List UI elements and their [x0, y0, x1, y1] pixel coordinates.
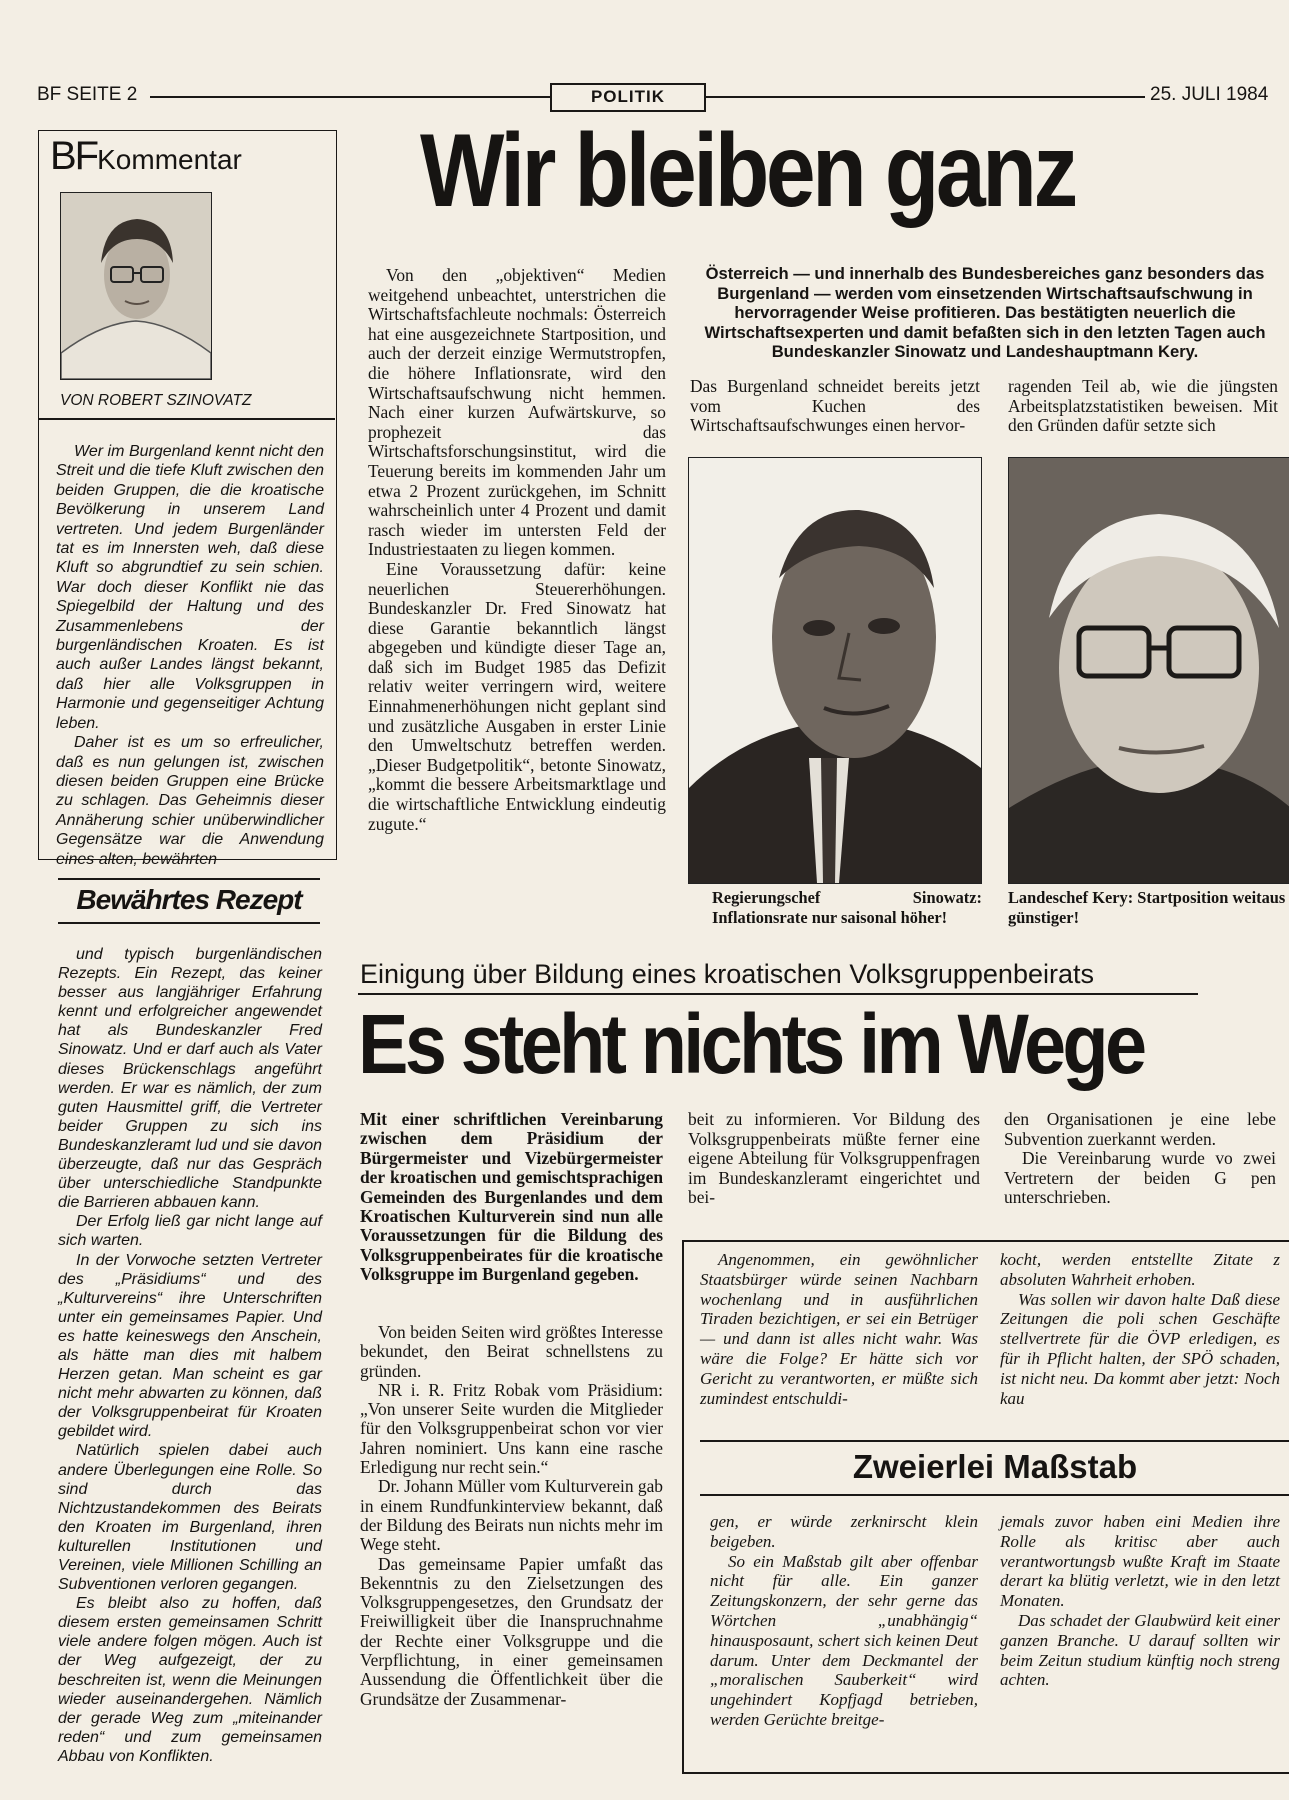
header-rule-right	[705, 96, 1145, 98]
kommentar-text-2	[58, 945, 322, 1766]
kommentar-paragraph: Natürlich spielen dabei auch andere Überlegungen eine Rolle. So sind durch das Nichtzustandekommen des Beirats den Kroaten im Burgenland, ihren kulturellen Institutionen und Vereinen, viele Millionen Schilling an Subventionen verloren gegangen.	[58, 1442, 322, 1594]
box-colB-top	[1000, 1250, 1280, 1408]
section-label: POLITIK	[550, 83, 706, 112]
sinowatz-caption: Regierungschef Sinowatz: Inflationsrate nur saisonal höher!	[712, 888, 982, 927]
box-paragraph: kocht, werden entstellte Zitate z absoluten Wahrheit erhoben.	[1000, 1250, 1280, 1289]
box-colA-top	[700, 1250, 978, 1408]
kommentar-paragraph: Wer im Burgenland kennt nicht den Streit und die tiefe Kluft zwischen den beiden Gruppen, die die kroatische Bevölkerung in unserem Land vertreten. Und jedem Burgenländer tat es im Innersten weh, daß diese Kluft so abgrundtief zu sein schien. War doch dieser Konflikt nie das Spiegelbild der Haltung und des Zusammenlebens der burgenländischen Kroaten. Es ist auch außer Landes längst bekannt, daß hier alle Volksgruppen in Harmonie und gegenseitiger Achtung leben.	[56, 443, 324, 732]
kery-photo	[1008, 457, 1289, 884]
kommentar-paragraph: Es bleibt also zu hoffen, daß diesem ersten gemeinsamen Schritt viele andere folgen mögen. Auch ist der Weg aufgezeigt, der zu beschreiten ist, wenn die Meinungen wieder auseinandergehen. Nämlich der gerade Weg zum „miteinander reden“ und zum gemeinsamen Abbau von Konflikten.	[58, 1595, 322, 1765]
kommentar-author-rule	[38, 418, 335, 420]
story2-col2: beit zu informieren. Vor Bildung des Volksgruppenbeirats müßte ferner eine eigene Abteilung für Volksgruppenfragen im Bundeskanzleramt eingerichtet und bei-	[688, 1109, 980, 1208]
kommentar-author: VON ROBERT SZINOVATZ	[60, 392, 252, 409]
kommentar-logo-word: Kommentar	[97, 144, 242, 175]
author-portrait	[60, 192, 212, 380]
story2-paragraph: Das gemeinsame Papier umfaßt das Bekenntnis zu den Zielsetzungen des Volksgruppengesetzes, den Grundsatz der Freiwilligkeit über die Inanspruchnahme der Rechte einer Volksgruppe und die Verpflichtung, in einer gemeinsamen Aussendung die Öffentlichkeit über die Grundsätze der Zusammenar-	[360, 1553, 663, 1709]
story2-paragraph: den Organisationen je eine lebe Subvention zuerkannt werden.	[1004, 1109, 1276, 1149]
kommentar-paragraph: Der Erfolg ließ gar nicht lange auf sich warten.	[58, 1213, 322, 1250]
box-paragraph: Was sollen wir davon halte Daß diese Zeitungen die poli schen Geschäfte stellvertrete für die ÖVP erledigen, es für ih Pflicht halten, der SPÖ schaden, ist nicht neu. Da kommt aber jetzt: Noch kau	[1000, 1289, 1280, 1408]
box-paragraph: So ein Maßstab gilt aber offenbar nicht für alle. Ein ganzer Zeitungskonzern, der sehr gerne das Wörtchen „unabhängig“ hinausposaunt, schert sich keinen Deut darum. Unter dem Deckmantel der „moralischen Sauberkeit“ wird ungehindert Kopfjagd betrieben, werden Gerüchte breitge-	[710, 1551, 978, 1729]
header-rule-left	[150, 96, 550, 98]
story1-col2: Das Burgenland schneidet bereits jetzt vom Kuchen des Wirtschaftsaufschwunges einen hervor-	[690, 376, 980, 436]
kommentar-logo-bf: BF	[50, 134, 98, 178]
story1-col3: ragenden Teil ab, wie die jüngsten Arbeitsplatzstatistiken beweisen. Mit den Gründen dafür setzte sich	[1008, 376, 1278, 436]
kery-caption: Landeschef Kery: Startposition weitaus günstiger!	[1008, 888, 1286, 927]
story2-kicker: Einigung über Bildung eines kroatischen Volksgruppenbeirats	[360, 959, 1094, 989]
box-colA-bottom	[710, 1512, 978, 1730]
story1-paragraph: Eine Voraussetzung dafür: keine neuerlichen Steuererhöhungen. Bundeskanzler Dr. Fred Sinowatz hat diese Garantie bekanntlich längst abgegeben und kündigte dieser Tage an, daß sich im Budget 1985 das Defizit relativ weiter verringern wird, weitere Einnahmenerhöhungen nicht geplant sind und zusätzliche Ausgaben in erster Linie den Umweltschutz betreffen werden. „Dieser Budgetpolitik“, betonte Sinowatz, „kommt die bessere Arbeitsmarktlage und die wirtschaftliche Entwicklung eindeutig zugute.“	[368, 558, 666, 834]
story2-paragraph: Dr. Johann Müller vom Kulturverein gab in einem Rundfunkinterview bekannt, daß der Bildung des Beirats nun nichts mehr im Wege steht.	[360, 1476, 663, 1555]
box-headline-rule-top	[700, 1440, 1289, 1442]
story2-lead: Mit einer schriftlichen Vereinbarung zwischen dem Präsidium der Bürgermeister und Vizebürgermeister der kroatischen und gemischtsprachigen Gemeinden des Burgenlandes und dem Kroatischen Kulturverein sind nun alle Voraussetzungen für die Bildung des Volksgruppenbeirates für die kroatische Volksgruppe im Burgenland gegeben.	[360, 1109, 663, 1285]
story1-lead: Österreich — und innerhalb des Bundesbereiches ganz besonders das Burgenland — werden vom einsetzenden Wirtschaftsaufschwung in hervorragender Weise profitieren. Das bestätigten neuerlich die Wirtschaftsexperten und damit befaßten sich in den letzten Tagen auch Bundeskanzler Sinowatz und Landeshauptmann Kery.	[704, 264, 1266, 361]
box-paragraph: gen, er würde zerknirscht klein beigeben.	[710, 1512, 978, 1551]
page-date: 25. JULI 1984	[1150, 84, 1269, 105]
box-paragraph: Das schadet der Glaubwürd keit einer ganzen Branche. U darauf sollten wir beim Zeitun studium künftig noch streng achten.	[1000, 1610, 1280, 1690]
box-headline: Zweierlei Maßstab	[852, 1448, 1138, 1485]
sinowatz-photo	[688, 457, 982, 884]
story2-col3	[1004, 1110, 1276, 1208]
box-paragraph: Angenommen, ein gewöhnlicher Staatsbürger würde seinen Nachbarn wochenlang und in ausführlichen Tiraden bezichtigen, er sei ein Betrüger — und dann ist alles nicht wahr. Was wäre die Folge? Er hätte sich vor Gericht zu verantworten, er müßte sich zumindest entschuldi-	[700, 1250, 978, 1408]
box-paragraph: jemals zuvor haben eini Medien ihre Rolle als kritisc aber auch verantwortungsb wußte Kraft im Staate derart ka blütig verletzt, wie in den letzt Monaten.	[1000, 1512, 1280, 1611]
box-colB-bottom	[1000, 1512, 1280, 1690]
kommentar-text-1	[56, 442, 324, 869]
kommentar-paragraph: In der Vorwoche setzten Vertreter des „Präsidiums“ und des „Kulturvereins“ ihre Unterschriften unter ein gemeinsames Papier. Und es hatte keineswegs den Anschein, als hätte man dies mit halbem Herzen getan. Man scheint es gar nicht mehr abwarten zu können, daß der Volksgruppenbeirat für Kroaten gebildet wird.	[58, 1251, 322, 1441]
kommentar-subhead: Bewährtes Rezept	[76, 884, 302, 915]
story2-col1	[360, 1323, 663, 1709]
story1-col1	[368, 266, 666, 834]
story2-paragraph: NR i. R. Fritz Robak vom Präsidium: „Von unserer Seite wurden die Mitglieder für den Volksgruppenbeirat schon vor vier Jahren nominiert. Uns kann eine rasche Erledigung nur recht sein.“	[360, 1379, 663, 1478]
kommentar-logo	[50, 134, 242, 179]
kommentar-paragraph: Daher ist es um so erfreulicher, daß es nun gelungen ist, zwischen diesen beiden Gruppen eine Brücke zu schlagen. Das Geheimnis dieser Annäherung schier unüberwindlicher Gegensätze war die Anwendung eines alten, bewährten	[56, 734, 324, 868]
story2-paragraph: Die Vereinbarung wurde vo zwei Vertretern der beiden G pen unterschrieben.	[1004, 1148, 1276, 1208]
story1-paragraph: Von den „objektiven“ Medien weitgehend unbeachtet, unterstrichen die Wirtschaftsfachleute nochmals: Österreich hat eine ausgezeichnete Startposition, und auch der derzeit einzige Wermutstropfen, die höhere Inflationsrate, wird den Wirtschaftsaufschwung nicht hemmen. Nach einer kurzen Aufwärtskurve, so prophezeit das Wirtschaftsforschungsinstitut, wird die Teuerung bereits im kommenden Jahr um etwa 2 Prozent zurückgehen, im Schnitt wahrscheinlich unter 4 Prozent und damit rasch wieder im untersten Feld der Industriestaaten zu liegen kommen.	[368, 265, 666, 560]
kommentar-subhead-rule-bottom	[58, 922, 320, 924]
box-headline-rule-bottom	[700, 1494, 1289, 1496]
story2-headline: Es steht nichts im Wege	[358, 997, 1144, 1091]
kommentar-subhead-rule-top	[58, 878, 320, 880]
kommentar-paragraph: und typisch burgenländischen Rezepts. Ein Rezept, das keiner besser aus langjähriger Erfahrung kennt und erfolgreicher angewendet hat als Bundeskanzler Fred Sinowatz. Und er darf auch als Vater dieses Brückenschlags angeführt werden. Er war es nämlich, der zum guten Hausmittel griff, die Vertreter beider Gruppen zu sich ins Bundeskanzleramt lud und sie davon überzeugte, daß nur das Gespräch über unterschiedliche Standpunkte die Barrieren abbauen kann.	[58, 946, 322, 1212]
story1-headline: Wir bleiben ganz	[420, 113, 1075, 229]
story2-paragraph: Von beiden Seiten wird größtes Interesse bekundet, den Beirat schnellstens zu gründen.	[360, 1322, 663, 1381]
page-label: BF SEITE 2	[37, 84, 138, 105]
